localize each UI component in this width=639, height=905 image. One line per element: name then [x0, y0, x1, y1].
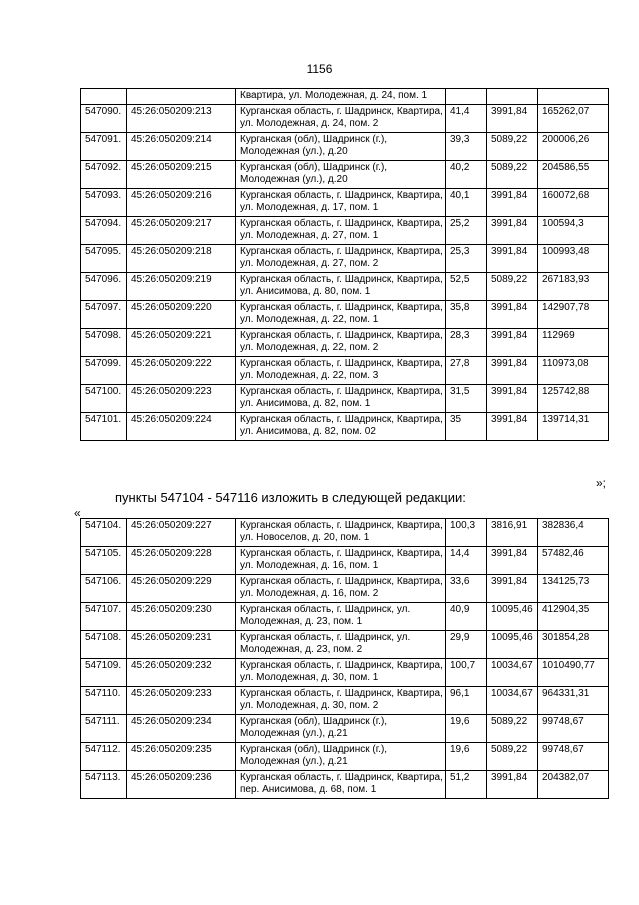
area-cell: 14,4: [446, 547, 487, 575]
area-cell: 41,4: [446, 105, 487, 133]
price-cell: 3991,84: [487, 217, 538, 245]
row-number-cell: 547109.: [81, 659, 127, 687]
total-value-cell: 99748,67: [538, 715, 609, 743]
address-cell: Курганская область, г. Шадринск, Квартира, ул. Молодежная, д. 27, пом. 2: [236, 245, 446, 273]
cadastre-number-cell: 45:26:050209:230: [127, 603, 236, 631]
cadastre-number-cell: 45:26:050209:227: [127, 519, 236, 547]
address-cell: Курганская область, г. Шадринск, Квартира, ул. Анисимова, д. 82, пом. 02: [236, 413, 446, 441]
cadastre-number-cell: 45:26:050209:232: [127, 659, 236, 687]
cadastre-number-cell: 45:26:050209:217: [127, 217, 236, 245]
address-cell: Курганская (обл), Шадринск (г.), Молодежная (ул.), д.20: [236, 161, 446, 189]
row-number-cell: 547112.: [81, 743, 127, 771]
area-cell: 33,6: [446, 575, 487, 603]
cadastre-number-cell: 45:26:050209:215: [127, 161, 236, 189]
table-row: [81, 357, 609, 385]
table-row: [81, 771, 609, 799]
area-cell: 27,8: [446, 357, 487, 385]
price-cell: 10034,67: [487, 687, 538, 715]
price-cell: 3991,84: [487, 189, 538, 217]
price-cell: 3991,84: [487, 357, 538, 385]
property-table-top: [80, 88, 609, 441]
total-value-cell: 112969: [538, 329, 609, 357]
cadastre-number-cell: 45:26:050209:233: [127, 687, 236, 715]
table-row: [81, 519, 609, 547]
cadastre-number-cell: 45:26:050209:234: [127, 715, 236, 743]
area-cell: 40,1: [446, 189, 487, 217]
table-body: [81, 89, 609, 441]
address-cell: Курганская область, г. Шадринск, Квартира, ул. Молодежная, д. 24, пом. 2: [236, 105, 446, 133]
area-cell: 29,9: [446, 631, 487, 659]
price-cell: 3816,91: [487, 519, 538, 547]
closing-quote: »;: [596, 476, 607, 490]
row-number-cell: 547099.: [81, 357, 127, 385]
address-cell: Курганская область, г. Шадринск, ул. Молодежная, д. 23, пом. 2: [236, 631, 446, 659]
address-cell: Квартира, ул. Молодежная, д. 24, пом. 1: [236, 89, 446, 105]
price-cell: 3991,84: [487, 547, 538, 575]
row-number-cell: 547092.: [81, 161, 127, 189]
area-cell: 31,5: [446, 385, 487, 413]
address-cell: Курганская область, г. Шадринск, Квартира, ул. Молодежная, д. 22, пом. 1: [236, 301, 446, 329]
price-cell: 3991,84: [487, 575, 538, 603]
row-number-cell: 547098.: [81, 329, 127, 357]
cadastre-number-cell: 45:26:050209:216: [127, 189, 236, 217]
cadastre-number-cell: 45:26:050209:222: [127, 357, 236, 385]
table-row: [81, 547, 609, 575]
cadastre-number-cell: 45:26:050209:236: [127, 771, 236, 799]
cadastre-number-cell: 45:26:050209:229: [127, 575, 236, 603]
area-cell: 35,8: [446, 301, 487, 329]
table-row: [81, 161, 609, 189]
price-cell: 3991,84: [487, 385, 538, 413]
row-number-cell: 547111.: [81, 715, 127, 743]
total-value-cell: 301854,28: [538, 631, 609, 659]
address-cell: Курганская область, г. Шадринск, Квартира, ул. Молодежная, д. 22, пом. 2: [236, 329, 446, 357]
address-cell: Курганская (обл), Шадринск (г.), Молодежная (ул.), д.21: [236, 715, 446, 743]
address-cell: Курганская область, г. Шадринск, Квартира, ул. Молодежная, д. 22, пом. 3: [236, 357, 446, 385]
table-row: [81, 659, 609, 687]
row-number-cell: 547101.: [81, 413, 127, 441]
table-row: [81, 603, 609, 631]
total-value-cell: 110973,08: [538, 357, 609, 385]
price-cell: 3991,84: [487, 771, 538, 799]
area-cell: 100,3: [446, 519, 487, 547]
price-cell: 5089,22: [487, 715, 538, 743]
table-row: [81, 105, 609, 133]
total-value-cell: 99748,67: [538, 743, 609, 771]
cadastre-number-cell: 45:26:050209:231: [127, 631, 236, 659]
row-number-cell: 547090.: [81, 105, 127, 133]
cadastre-number-cell: 45:26:050209:214: [127, 133, 236, 161]
total-value-cell: 1010490,77: [538, 659, 609, 687]
opening-quote: «: [74, 506, 81, 520]
row-number-cell: 547110.: [81, 687, 127, 715]
area-cell: 39,3: [446, 133, 487, 161]
row-number-cell: 547106.: [81, 575, 127, 603]
area-cell: 25,3: [446, 245, 487, 273]
area-cell: 25,2: [446, 217, 487, 245]
price-cell: 3991,84: [487, 413, 538, 441]
total-value-cell: [538, 89, 609, 105]
area-cell: 100,7: [446, 659, 487, 687]
table-row: [81, 575, 609, 603]
row-number-cell: 547107.: [81, 603, 127, 631]
table-body: [81, 519, 609, 799]
table-row: [81, 385, 609, 413]
cadastre-number-cell: 45:26:050209:219: [127, 273, 236, 301]
total-value-cell: 100594,3: [538, 217, 609, 245]
area-cell: 19,6: [446, 715, 487, 743]
row-number-cell: [81, 89, 127, 105]
table-row: [81, 413, 609, 441]
cadastre-number-cell: 45:26:050209:213: [127, 105, 236, 133]
total-value-cell: 142907,78: [538, 301, 609, 329]
table-row: [81, 245, 609, 273]
total-value-cell: 412904,35: [538, 603, 609, 631]
total-value-cell: 125742,88: [538, 385, 609, 413]
cadastre-number-cell: 45:26:050209:235: [127, 743, 236, 771]
total-value-cell: 100993,48: [538, 245, 609, 273]
cadastre-number-cell: 45:26:050209:224: [127, 413, 236, 441]
area-cell: 40,9: [446, 603, 487, 631]
price-cell: 3991,84: [487, 301, 538, 329]
area-cell: 28,3: [446, 329, 487, 357]
price-cell: [487, 89, 538, 105]
total-value-cell: 160072,68: [538, 189, 609, 217]
table-row: [81, 133, 609, 161]
address-cell: Курганская область, г. Шадринск, Квартира, ул. Молодежная, д. 30, пом. 1: [236, 659, 446, 687]
total-value-cell: 139714,31: [538, 413, 609, 441]
cadastre-number-cell: 45:26:050209:228: [127, 547, 236, 575]
table-row: [81, 715, 609, 743]
row-number-cell: 547104.: [81, 519, 127, 547]
row-number-cell: 547097.: [81, 301, 127, 329]
area-cell: 35: [446, 413, 487, 441]
price-cell: 5089,22: [487, 743, 538, 771]
cadastre-number-cell: 45:26:050209:221: [127, 329, 236, 357]
address-cell: Курганская область, г. Шадринск, Квартира, ул. Молодежная, д. 16, пом. 1: [236, 547, 446, 575]
address-cell: Курганская область, г. Шадринск, Квартира, ул. Анисимова, д. 82, пом. 1: [236, 385, 446, 413]
price-cell: 5089,22: [487, 161, 538, 189]
address-cell: Курганская область, г. Шадринск, Квартира, ул. Молодежная, д. 17, пом. 1: [236, 189, 446, 217]
area-cell: 52,5: [446, 273, 487, 301]
address-cell: Курганская (обл), Шадринск (г.), Молодежная (ул.), д.21: [236, 743, 446, 771]
table-row: [81, 189, 609, 217]
price-cell: 3991,84: [487, 105, 538, 133]
property-table-bottom: [80, 518, 609, 799]
table-row: [81, 687, 609, 715]
address-cell: Курганская область, г. Шадринск, Квартира, ул. Новоселов, д. 20, пом. 1: [236, 519, 446, 547]
table-row: [81, 217, 609, 245]
price-cell: 5089,22: [487, 133, 538, 161]
row-number-cell: 547094.: [81, 217, 127, 245]
price-cell: 3991,84: [487, 245, 538, 273]
address-cell: Курганская область, г. Шадринск, Квартира, ул. Анисимова, д. 80, пом. 1: [236, 273, 446, 301]
address-cell: Курганская область, г. Шадринск, Квартира, ул. Молодежная, д. 16, пом. 2: [236, 575, 446, 603]
row-number-cell: 547105.: [81, 547, 127, 575]
row-number-cell: 547100.: [81, 385, 127, 413]
area-cell: 96,1: [446, 687, 487, 715]
total-value-cell: 200006,26: [538, 133, 609, 161]
table-row: [81, 301, 609, 329]
cadastre-number-cell: 45:26:050209:223: [127, 385, 236, 413]
row-number-cell: 547096.: [81, 273, 127, 301]
row-number-cell: 547095.: [81, 245, 127, 273]
address-cell: Курганская область, г. Шадринск, ул. Молодежная, д. 23, пом. 1: [236, 603, 446, 631]
amendment-instruction: пункты 547104 - 547116 изложить в следующей редакции:: [115, 490, 466, 505]
area-cell: 51,2: [446, 771, 487, 799]
table-row: [81, 743, 609, 771]
total-value-cell: 204382,07: [538, 771, 609, 799]
address-cell: Курганская (обл), Шадринск (г.), Молодежная (ул.), д.20: [236, 133, 446, 161]
area-cell: 40,2: [446, 161, 487, 189]
area-cell: 19,6: [446, 743, 487, 771]
row-number-cell: 547091.: [81, 133, 127, 161]
address-cell: Курганская область, г. Шадринск, Квартира, пер. Анисимова, д. 68, пом. 1: [236, 771, 446, 799]
total-value-cell: 382836,4: [538, 519, 609, 547]
total-value-cell: 964331,31: [538, 687, 609, 715]
table-row: [81, 631, 609, 659]
page-number: 1156: [306, 62, 333, 76]
price-cell: 10095,46: [487, 603, 538, 631]
cadastre-number-cell: 45:26:050209:218: [127, 245, 236, 273]
price-cell: 10095,46: [487, 631, 538, 659]
price-cell: 5089,22: [487, 273, 538, 301]
address-cell: Курганская область, г. Шадринск, Квартира, ул. Молодежная, д. 27, пом. 1: [236, 217, 446, 245]
price-cell: 3991,84: [487, 329, 538, 357]
cadastre-number-cell: [127, 89, 236, 105]
total-value-cell: 165262,07: [538, 105, 609, 133]
row-number-cell: 547108.: [81, 631, 127, 659]
total-value-cell: 267183,93: [538, 273, 609, 301]
cadastre-number-cell: 45:26:050209:220: [127, 301, 236, 329]
table-row: [81, 273, 609, 301]
row-number-cell: 547113.: [81, 771, 127, 799]
address-cell: Курганская область, г. Шадринск, Квартира, ул. Молодежная, д. 30, пом. 2: [236, 687, 446, 715]
row-number-cell: 547093.: [81, 189, 127, 217]
table-row: [81, 329, 609, 357]
table-row: [81, 89, 609, 105]
total-value-cell: 204586,55: [538, 161, 609, 189]
price-cell: 10034,67: [487, 659, 538, 687]
total-value-cell: 134125,73: [538, 575, 609, 603]
total-value-cell: 57482,46: [538, 547, 609, 575]
area-cell: [446, 89, 487, 105]
